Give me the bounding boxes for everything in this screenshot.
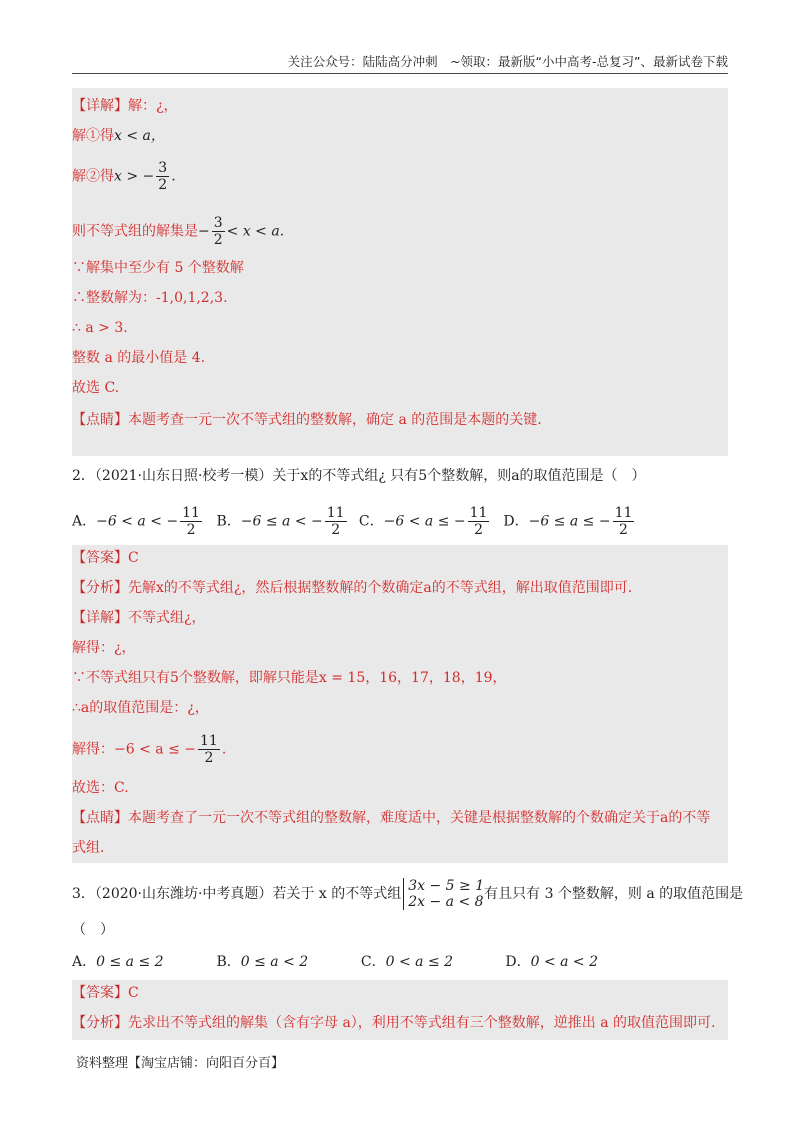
q2-detail: 【详解】不等式组¿， (72, 610, 206, 626)
q2-point: 【点睛】本题考查了一元一次不等式组的整数解，难度适中，关键是根据整数解的个数确定关于a的不等 (72, 810, 711, 826)
q2-analysis: 【分析】先解x的不等式组¿，然后根据整数解的个数确定a的不等式组，解出取值范围即可. (72, 580, 633, 596)
q1-line9: 故选 C. (72, 380, 120, 396)
q2-options: A．−6 < a < − $\frac{11}{2}$ B．−6 ≤ a < − $\frac{11}{2}$ C．−6 < a ≤ − $\frac{11}{2}$ D．−6 ≤ a ≤ − $\frac{11}{2}$ (72, 505, 633, 538)
header-divider (72, 73, 728, 74)
q2-step4: 解得：−6 < a ≤ − $\frac{11}{2}$ . (72, 733, 227, 766)
q2-point-cont: 式组. (72, 840, 105, 856)
q1-line8: 整数 a 的最小值是 4. (72, 350, 206, 366)
q3-paren: （ ） (72, 922, 114, 938)
q2-stem: 2．（2021·山东日照·校考一模）关于x的不等式组¿ 只有5个整数解，则a的取值范围是（ ） (72, 468, 646, 484)
q2-step2: ∵不等式组只有5个整数解，即解只能是x = 15，16，17，18，19， (72, 670, 507, 686)
q3-stem: 3．（2020·山东潍坊·中考真题）若关于 x 的不等式组 3x − 5 ≥ 1 2x − a < 8 有且只有 3 个整数解，则 a 的取值范围是 (72, 878, 744, 910)
q2-step5: 故选：C. (72, 780, 129, 796)
q1-detail: 【详解】解：¿， (72, 98, 178, 114)
q1-solution-set: 则不等式组的解集是− $\frac{3}{2}$ < x < a. (72, 215, 285, 248)
q1-line7: ∴ a > 3. (72, 320, 128, 336)
q2-step3: ∴a的取值范围是：¿， (72, 700, 209, 716)
page-header: 关注公众号：陆陆高分冲刺 ~领取：最新版“小中高考-总复习”、最新试卷下载 (287, 54, 728, 69)
q3-analysis: 【分析】先求出不等式组的解集（含有字母 a），利用不等式组有三个整数解，逆推出 a 的取值范围即可. (72, 1015, 716, 1031)
q2-step1: 解得：¿， (72, 640, 136, 656)
q1-step1: 解①得x < a， (72, 128, 165, 144)
q3-options: A．0 ≤ a ≤ 2 B．0 ≤ a < 2 C．0 < a ≤ 2 D．0 < a < 2 (72, 954, 599, 970)
q3-answer: 【答案】C (72, 985, 139, 1001)
q1-step2: 解②得x > − $\frac{3}{2}$ . (72, 160, 176, 193)
page-footer: 资料整理【淘宝店铺：向阳百分百】 (76, 1056, 285, 1071)
q1-line5: ∵解集中至少有 5 个整数解 (72, 260, 244, 276)
q2-answer: 【答案】C (72, 550, 139, 566)
q1-line6: ∴整数解为：-1,0,1,2,3. (72, 290, 228, 306)
q1-point: 【点睛】本题考查一元一次不等式组的整数解，确定 a 的范围是本题的关键. (72, 412, 542, 428)
